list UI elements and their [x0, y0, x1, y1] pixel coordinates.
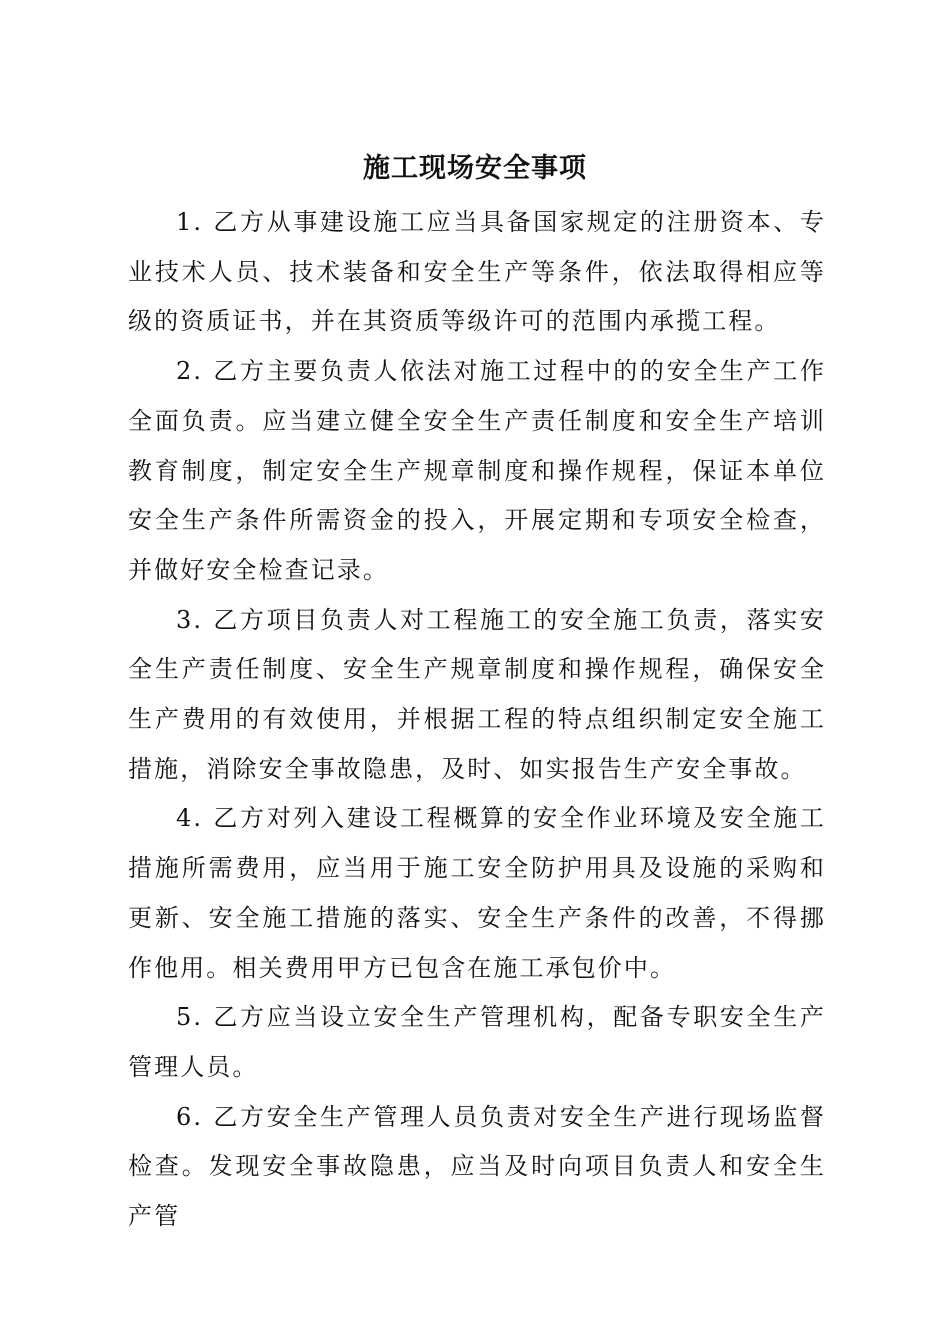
document-title: 施工现场安全事项 — [363, 153, 587, 184]
paragraph-3: 3. 乙方项目负责人对工程施工的安全施工负责，落实安全生产责任制度、安全生产规章制度和操作规程，确保安全生产费用的有效使用，并根据工程的特点组织制定安全施工措施，消除安全事故隐患，及时、如实报告生产安全事故。 — [128, 605, 826, 783]
paragraph-4: 4. 乙方对列入建设工程概算的安全作业环境及安全施工措施所需费用，应当用于施工安全防护用具及设施的采购和更新、安全施工措施的落实、安全生产条件的改善，不得挪作他用。相关费用甲方已包含在施工承包价中。 — [128, 804, 826, 982]
paragraph-1: 1. 乙方从事建设施工应当具备国家规定的注册资本、专业技术人员、技术装备和安全生产等条件，依法取得相应等级的资质证书，并在其资质等级许可的范围内承揽工程。 — [128, 208, 826, 336]
paragraph-2: 2. 乙方主要负责人依法对施工过程中的的安全生产工作全面负责。应当建立健全安全生产责任制度和安全生产培训教育制度，制定安全生产规章制度和操作规程，保证本单位安全生产条件所需资金的投入，开展定期和专项安全检查，并做好安全检查记录。 — [128, 357, 826, 584]
document-body — [128, 198, 826, 1242]
paragraph-6: 6. 乙方安全生产管理人员负责对安全生产进行现场监督检查。发现安全事故隐患，应当及时向项目负责人和安全生产管 — [128, 1102, 826, 1231]
paragraph-5: 5. 乙方应当设立安全生产管理机构，配备专职安全生产管理人员。 — [128, 1003, 826, 1081]
